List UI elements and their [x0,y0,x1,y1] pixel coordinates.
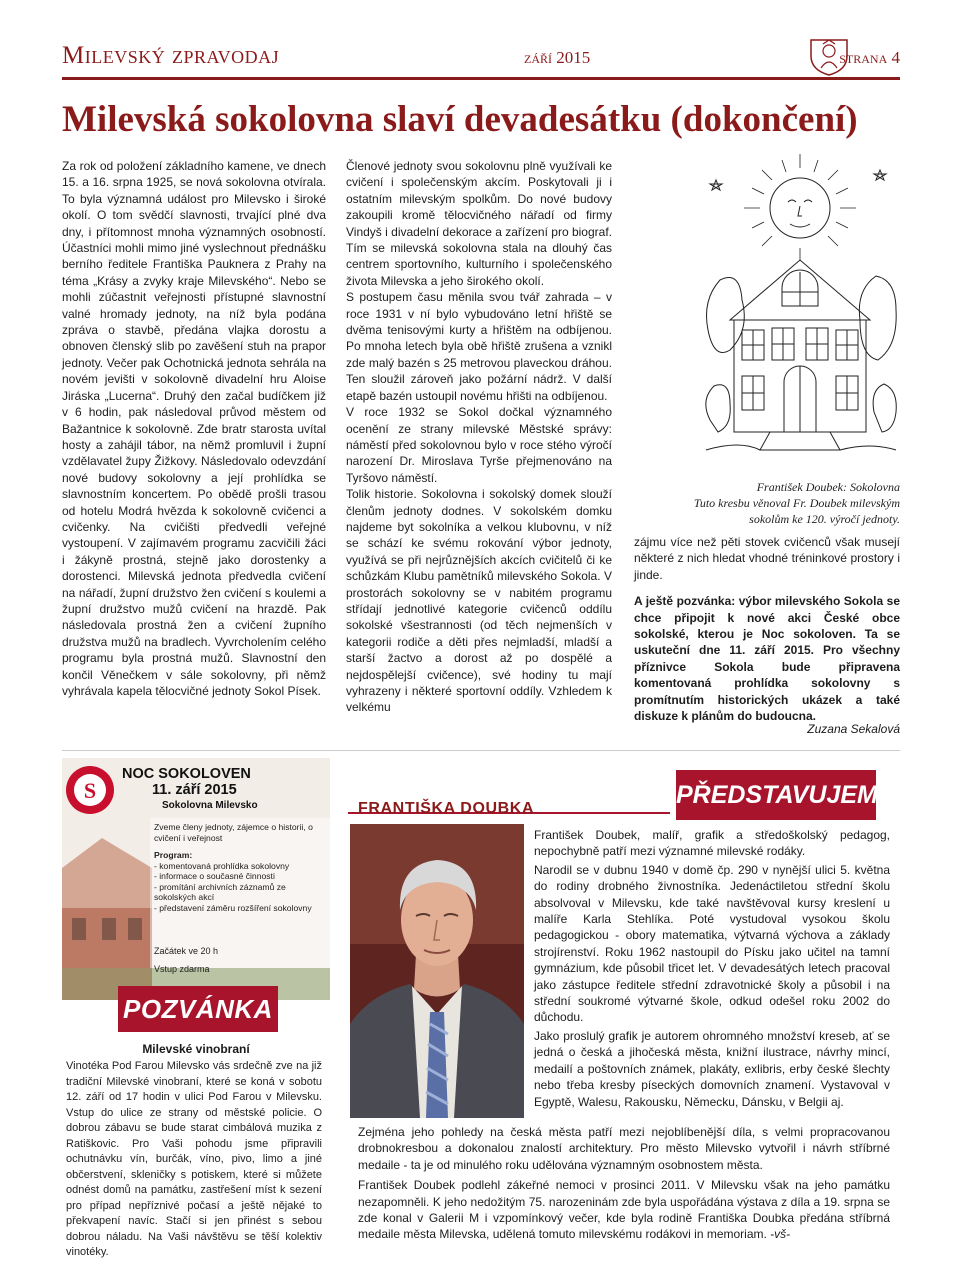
profile-text [534,827,890,1112]
article-column-1 [62,158,326,699]
noc-sokoloven-poster [62,758,330,1000]
article-author: Zuzana Sekalová [807,722,900,736]
article-column-3 [634,534,900,724]
vinobrani-text [66,1059,322,1261]
vinobrani-heading: Milevské vinobraní [142,1042,250,1056]
pozvanka-badge: POZVÁNKA [118,986,278,1032]
caption-author: František Doubek: Sokolovna [756,480,900,494]
poster-intro: Zveme členy jednoty, zájemce o historii, o cvičení i veřejnost [154,822,313,843]
profile-paragraph [358,1177,890,1243]
caption-line: Tuto kresbu věnoval Fr. Doubek milevským [693,496,900,510]
section-divider [62,750,900,751]
article-paragraph: V roce 1932 se Sokol dočkal významného ocenění ze strany milevské Městské správy: náměstí před sokolovnou bylo v roce stého výročí narození Dr. Miroslava Tyrše přejmenováno na Tyršovo náměstí. [346,405,612,485]
caption-line: sokolům ke 120. výročí jednoty. [749,512,900,526]
article-paragraph: zájmu více než pěti stovek cvičenců však musejí některé z nich hledat vhodné tréninkové prostory i jinde. [634,535,900,582]
poster-title: NOC SOKOLOVEN [122,766,251,782]
article-paragraph: Členové jednoty svou sokolovnu plně využívali ke cvičení i společenským akcím. Poskytovali ji i ostatním milevským spolkům. Do nové budovy zakoupili kromě tělocvičného nářadí od firmy Vindyš i divadelní dekorace a zařízení pro biograf. Tím se milevská sokolovna stala na dlouhý čas centrem sportovního, kulturního i společenského života Milevska a jeho širokého okolí. [346,159,612,288]
profile-paragraph: Zejména jeho pohledy na česká města patří mezi nejoblíbenější díla, s velmi propracovanou drobnokresbou a dokonalou znalostí architektury. Pro město Milevsko vytvořil i návrh stříbrné medaile - ta je od minulého roku udělována významným osobnostem města. [358,1125,890,1172]
predstavujeme-badge: PŘEDSTAVUJEME [676,770,876,820]
poster-program-heading: Program: [154,850,193,860]
poster-program-item: - promítání archivních záznamů ze sokolských akcí [154,881,286,902]
profile-paragraph: František Doubek, malíř, grafik a středoškolský pedagog, nepochybně patří mezi významné milevské rodáky. [534,828,890,859]
poster-text [154,822,329,913]
vinobrani-paragraph: Vinotéka Pod Farou Milevsko vás srdečně zve na již tradiční Milevské vinobraní, které se koná v sobotu 12. září od 17 hodin v ulici Pod Farou v Milevsku. Vstup do ulice ze strany od městské policie. O dobrou zábavu se bude starat cimbálová muzika z Ratiškovic. Pro Vaši pohodu jsme připravili ochutnávku vín, burčák, víno, pivo, limo a jiné občerstvení, skleničky s potiskem, které si můžete odnést domů na památku, zastřešení míst k sezení pro případ nepříznivé počasí a ještě nějaké to překvapení navíc. Stačí si jen přinést s sebou dobrou náladu. Na Vaši návštěvu se těší kolektiv vinotéky. [66,1060,322,1258]
masthead [62,36,900,80]
profile-text-continued [358,1124,890,1247]
profile-paragraph: Jako proslulý grafik je autorem ohromného množství kreseb, ať se jedná o česká a jihočeská města, knižní ilustrace, návrhy mincí, medailí a poštovních známek, plakáty, exlibris, erby české šlechty nebo třeba kresby píseckých domovních znamení. Vystavoval v Egyptě, Walesu, Rakousku, Německu, Dánsku, v Belgii aj. [534,1028,890,1109]
profile-author: -vš- [770,1227,791,1242]
article-column-2 [346,158,612,716]
profile-paragraph-text: František Doubek podlehl zákeřné nemoci v prosinci 2011. V Milevsku však na jeho památku nezapomněli. K jeho nedožitým 75. narozeninám zde byla uspořádána výstava z díla a 19. srpna se zde konal v Galerii M i vzpomínkový večer, kde byla rodině Františka Doubka předána stříbrná medaile města Milevska, udělená tomuto milevskému rodákovi in memoriam. [358,1178,890,1242]
article-invitation-paragraph: A ještě pozvánka: výbor milevského Sokola se chce připojit k nové akci České obce sokolské, kterou je Noc sokoloven. Ta se uskuteční dne 11. září 2015. Pro všechny příznivce Sokola bude připravena komentovaná prohlídka sokolovny s promítnutím historických ukázek a také diskuze k plánům do budoucna. [634,594,900,724]
article-paragraph: Tolik historie. Sokolovna i sokolský domek slouží členům jednoty dodnes. V sokolském domku najdeme byt sokolníka a velkou klubovnu, v níž se schází ke svému rokování výbor jednoty, využívá se při nejrůznějších akcích cvičitelů či ke schůzkám Klubu pamětníků milevského Sokola. V prostorách sokolovny se v nabitém programu střídají jednotlivé kategorie cvičenců oddílu sokolské všestrannosti (od těch nejmenších v kategorii rodiče a děti přes nejmladší, mladší a starší žactvo a dorost až po dospělé a nejdospělejší cvičence), své hodiny tu mají vyhrazeny i některé sportovní oddíly. Vzhledem k velkému [346,487,612,715]
poster-program-item: - informace o současné činnosti [154,871,275,881]
svg-text:S: S [83,778,97,803]
poster-date: 11. září 2015 [152,782,237,798]
poster-entry: Vstup zdarma [154,964,210,974]
poster-start-time: Začátek ve 20 h [154,946,219,956]
poster-program-item: - představení záměru rozšíření sokolovny [154,902,312,913]
article-paragraph: Za rok od položení základního kamene, ve dnech 15. a 16. srpna 1925, se nová sokolovna otvírala. To byla významná událost pro Milevsko i široké okolí. O tom svědčí slavnosti, trvající plné dva dny, i přítomnost mnoha významných osobností. Účastníci mohli mimo jiné vyslechnout přednášku berního ředitele Františka Pauknera z Prahy na téma „Krásy a zvyky kraje Milevského“. Nebo se mohli zúčastnit veřejnosti přístupné slavnostní valné hromady jednoty, na níž byla podána zpráva o stavbě, předána vlajka dorostu a obnoven členský slib po zavěšení stuh na prapor jednoty. Večer pak Ochotnická jednota sehrála na novém jevišti v sokolovně divadelní hru Aloise Jiráska „Lucerna“. Druhý den začal budíčkem již v 6 hodin, pak následoval průvod městem od Bažantnice k sokolovně. Zde bratr starosta uvítal hosty a zahájil tábor, na němž promluvil i župní vzdělavatel župy Žižkovy. Následovalo odevzdání nové budovy sokolovny a její prohlídka se slavnostním koncertem. Po obědě prošli trasou od hotelu Modrá hvězda k sokolovně cvičenci a cvičenky. Na cvičišti předvedli veřejné vystoupení. V zajímavém programu zacvičili žáci i žákyně prostná, stejně jako dorostenky a dorostenci. Milevská jednota předvedla cvičení na nářadí, župní družstvo žen cvičení s koulemi a župní družstvo mužů cvičení na hrazdě. Pak následovala prostná žen a cvičení župního družstva mužů na bradlech. Vyvrcholením celého programu byla prostná mužů. Slavnostní den končil Věnečkem v sále sokolovny, při němž vyhrávala kapela tělocvičné jednoty Sokol Písek. [62,159,326,698]
issue-date: září 2015 [524,48,591,67]
portrait-photo [350,824,524,1118]
article-headline: Milevská sokolovna slaví devadesátku (dokončení) [62,99,858,140]
newspaper-name: Milevský zpravodaj [62,42,280,69]
sokol-logo-icon [64,764,116,816]
drawing-caption [634,479,900,527]
profile-paragraph: Narodil se v dubnu 1940 v domě čp. 290 v nynější ulici 5. května do rodiny drobného živnostníka. Jedenáctiletou střední školu absolvoval v Milevsku, kde také navštěvoval kursy kreslení u malíře Karla Stehlíka. Poté vystudoval vysokou školu pedagogickou - obory matematika, výtvarná výchova a základy strojírenství. Roku 1962 nastoupil do Písku jako učitel na tamní gymnázium, kde působil třicet let. V devadesátých letech pracoval jako zástupce ředitele střední zdravotnické školy a působil i na střední soukromé výtvarné škole, odkud odešel roku 2002 do důchodu. [534,862,890,1025]
sokolovna-drawing [700,150,900,470]
page-number: strana 4 [839,48,900,67]
poster-program-item: - komentovaná prohlídka sokolovny [154,860,290,871]
article-paragraph: S postupem času měnila svou tvář zahrada – v roce 1931 v ní bylo vybudováno letní hřiště se dvěma tenisovými kurty a hřištěm na odbíjenou. Po mnoha letech byla obě hřiště zrušena a vznikl zde malý bazén s 25 metrovou plaveckou dráhou. Ten sloužil zároveň jako požární nádrž. V další etapě bazén ustoupil novému hřišti na odbíjenou. [346,290,612,403]
poster-subtitle: Sokolovna Milevsko [162,800,258,811]
person-name: FRANTIŠKA DOUBKA [358,800,535,817]
